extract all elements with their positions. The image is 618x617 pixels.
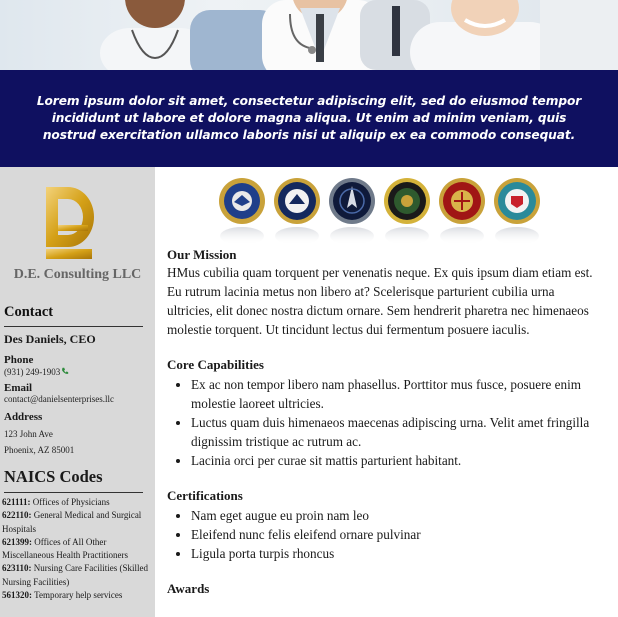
military-seals: [216, 176, 546, 248]
de-logo: [44, 185, 96, 263]
coast-guard-seal: [494, 178, 540, 245]
contact-name: Des Daniels, CEO: [4, 332, 96, 346]
address-label: Address: [4, 411, 43, 423]
certifications-list: [167, 506, 597, 563]
naics-item: 622110: General Medical and Surgical Hospitals: [2, 510, 142, 534]
capabilities-section: [167, 357, 597, 470]
phone-value-row: [4, 367, 69, 377]
contact-divider: [4, 326, 143, 327]
naics-item: 561320: Temporary help services: [2, 590, 123, 601]
intro-banner: [0, 70, 618, 167]
contact-heading: Contact: [4, 304, 54, 320]
naics-item: 621399: Offices of All Other Miscellaneous Health Practitioners: [2, 536, 128, 561]
awards-title: Awards: [167, 581, 210, 596]
list-item: • Ex ac non tempor libero nam phasellus. Porttitor mus fusce, posuere enim molestie laoreet ultricies.: [191, 375, 597, 413]
list-item: • Lacinia orci per curae sit mattis parturient habitant.: [191, 451, 597, 470]
naics-item: 623110: Nursing Care Facilities (Skilled Nursing Facilities): [2, 563, 148, 587]
email-value[interactable]: contact@danielsenterprises.llc: [4, 394, 114, 404]
awards-section: [167, 581, 597, 597]
army-seal: [384, 178, 430, 245]
certifications-section: [167, 488, 597, 563]
navy-seal: [274, 178, 320, 245]
medical-staff-photo: [0, 0, 618, 70]
phone-value[interactable]: (931) 249-1903: [4, 367, 61, 377]
certifications-title: Certifications: [167, 488, 243, 503]
list-item: • Nam eget augue eu proin nam leo: [191, 506, 597, 525]
company-name: D.E. Consulting LLC: [13, 267, 142, 282]
main-content: [167, 247, 597, 597]
naics-item: 621111: Offices of Physicians: [2, 497, 110, 507]
address-line2: Phoenix, AZ 85001: [4, 445, 75, 455]
mission-title: Our Mission: [167, 247, 237, 262]
air-force-seal: [219, 178, 265, 245]
list-item: • Ligula porta turpis rhoncus: [191, 544, 597, 563]
phone-icon: [61, 367, 69, 377]
banner-text: Lorem ipsum dolor sit amet, consectetur adipiscing elit, sed do eiusmod tempor incididunt ut labore et dolore magna aliqua. Ut enim ad minim veniam, quis nostrud exercitation ullamco laboris nisi ut aliquip ex ea commodo consequat.: [36, 94, 582, 142]
naics-divider: [4, 492, 143, 493]
marine-corps-seal: [439, 178, 485, 245]
naics-heading: NAICS Codes: [4, 467, 103, 486]
address-line1: 123 John Ave: [4, 429, 53, 439]
email-label: Email: [4, 382, 33, 394]
phone-label: Phone: [4, 354, 34, 366]
mission-section: [167, 247, 597, 339]
space-force-seal: [329, 178, 375, 245]
capabilities-list: [167, 375, 597, 470]
list-item: • Eleifend nunc felis eleifend ornare pulvinar: [191, 525, 597, 544]
mission-text: HMus cubilia quam torquent per venenatis neque. Ex quis ipsum diam etiam est. Eu rutrum lacinia metus non libero at? Scelerisque parturient cubilia urna ultricies, elit donec nostra dictum ornare. Sem hendrerit pharetra nec himenaeos molestie torquent. Ut tincidunt lectus dui fermentum posuere iaculis.: [167, 265, 593, 337]
capabilities-title: Core Capabilities: [167, 357, 264, 372]
hero-photo: [0, 0, 618, 70]
list-item: • Luctus quam duis himenaeos maecenas adipiscing urna. Velit amet fringilla dignissim tristique ac rutrum ac.: [191, 413, 597, 451]
naics-list: [2, 496, 154, 602]
